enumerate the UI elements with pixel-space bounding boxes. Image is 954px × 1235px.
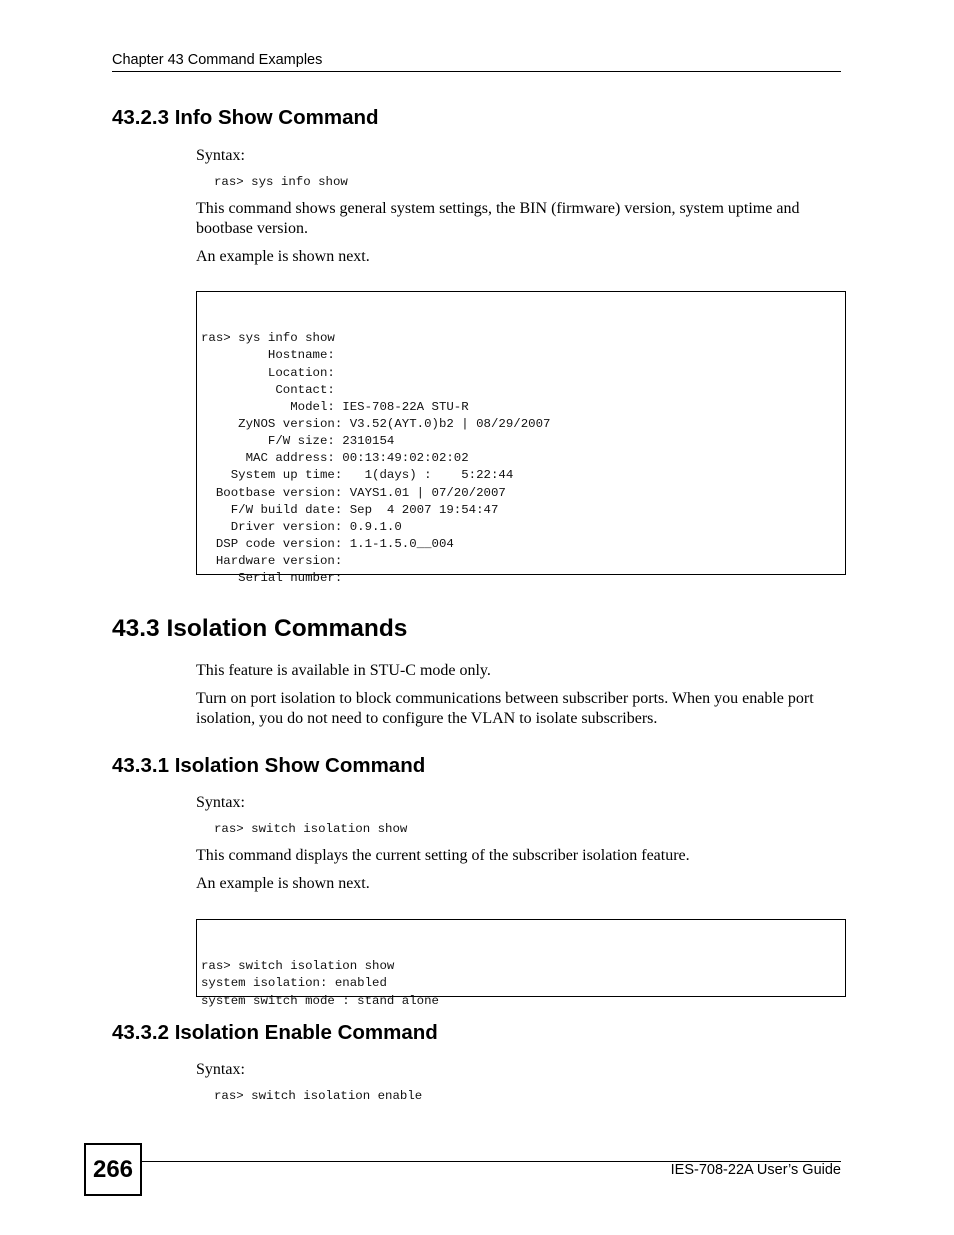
paragraph: This feature is available in STU-C mode only. xyxy=(196,662,491,679)
code-example-isolation-show xyxy=(196,919,846,1008)
section-heading-isolation-show: 43.3.1 Isolation Show Command xyxy=(112,754,426,777)
section-heading-info-show: 43.2.3 Info Show Command xyxy=(112,106,379,129)
code-line: DSP code version: 1.1-1.5.0__004 xyxy=(201,537,454,551)
code-line: Location: xyxy=(201,365,335,380)
example-intro: An example is shown next. xyxy=(196,248,370,265)
section-heading-isolation-commands: 43.3 Isolation Commands xyxy=(112,615,408,642)
example-intro: An example is shown next. xyxy=(196,875,370,892)
syntax-command: ras> switch isolation show xyxy=(214,822,408,836)
code-line: MAC address: 00:13:49:02:02:02 xyxy=(201,451,469,466)
code-line: system isolation: enabled xyxy=(201,976,387,991)
syntax-command: ras> switch isolation enable xyxy=(214,1089,423,1103)
code-line: F/W build date: Sep 4 2007 19:54:47 xyxy=(201,502,499,517)
code-line: ras> sys info show xyxy=(201,331,335,346)
code-line: Hardware version: xyxy=(201,554,343,569)
code-line: Bootbase version: VAYS1.01 | 07/20/2007 xyxy=(201,485,506,500)
command-description: This command displays the current setting of the subscriber isolation feature. xyxy=(196,847,690,864)
code-line: ZyNOS version: V3.52(AYT.0)b2 | 08/29/2007 xyxy=(201,417,551,432)
header-divider xyxy=(112,71,841,72)
syntax-label: Syntax: xyxy=(196,147,245,164)
code-line: Contact: xyxy=(201,382,335,397)
running-header: Chapter 43 Command Examples xyxy=(112,52,323,68)
syntax-label: Syntax: xyxy=(196,1061,245,1078)
code-line: System up time: 1(days) : 5:22:44 xyxy=(201,468,514,483)
section-heading-isolation-enable: 43.3.2 Isolation Enable Command xyxy=(112,1021,438,1044)
syntax-command: ras> sys info show xyxy=(214,175,348,189)
code-line: system switch mode : stand alone xyxy=(201,993,439,1008)
guide-title: IES-708-22A User’s Guide xyxy=(670,1162,841,1178)
code-line: Model: IES-708-22A STU-R xyxy=(201,399,469,414)
paragraph: Turn on port isolation to block communications between subscriber ports. When you enable port isolation, you do not need to configure the VLAN to isolate subscribers. xyxy=(196,690,814,727)
syntax-label: Syntax: xyxy=(196,794,245,811)
code-line: ras> switch isolation show xyxy=(201,959,395,974)
code-line: F/W size: 2310154 xyxy=(201,434,395,449)
page-number: 266 xyxy=(84,1143,142,1196)
code-line: Driver version: 0.9.1.0 xyxy=(201,519,402,534)
command-description: This command shows general system settings, the BIN (firmware) version, system uptime and bootbase version. xyxy=(196,200,800,237)
code-line: Hostname: xyxy=(201,348,335,363)
code-line: Serial number: xyxy=(201,571,343,586)
code-example-info-show xyxy=(196,291,846,586)
